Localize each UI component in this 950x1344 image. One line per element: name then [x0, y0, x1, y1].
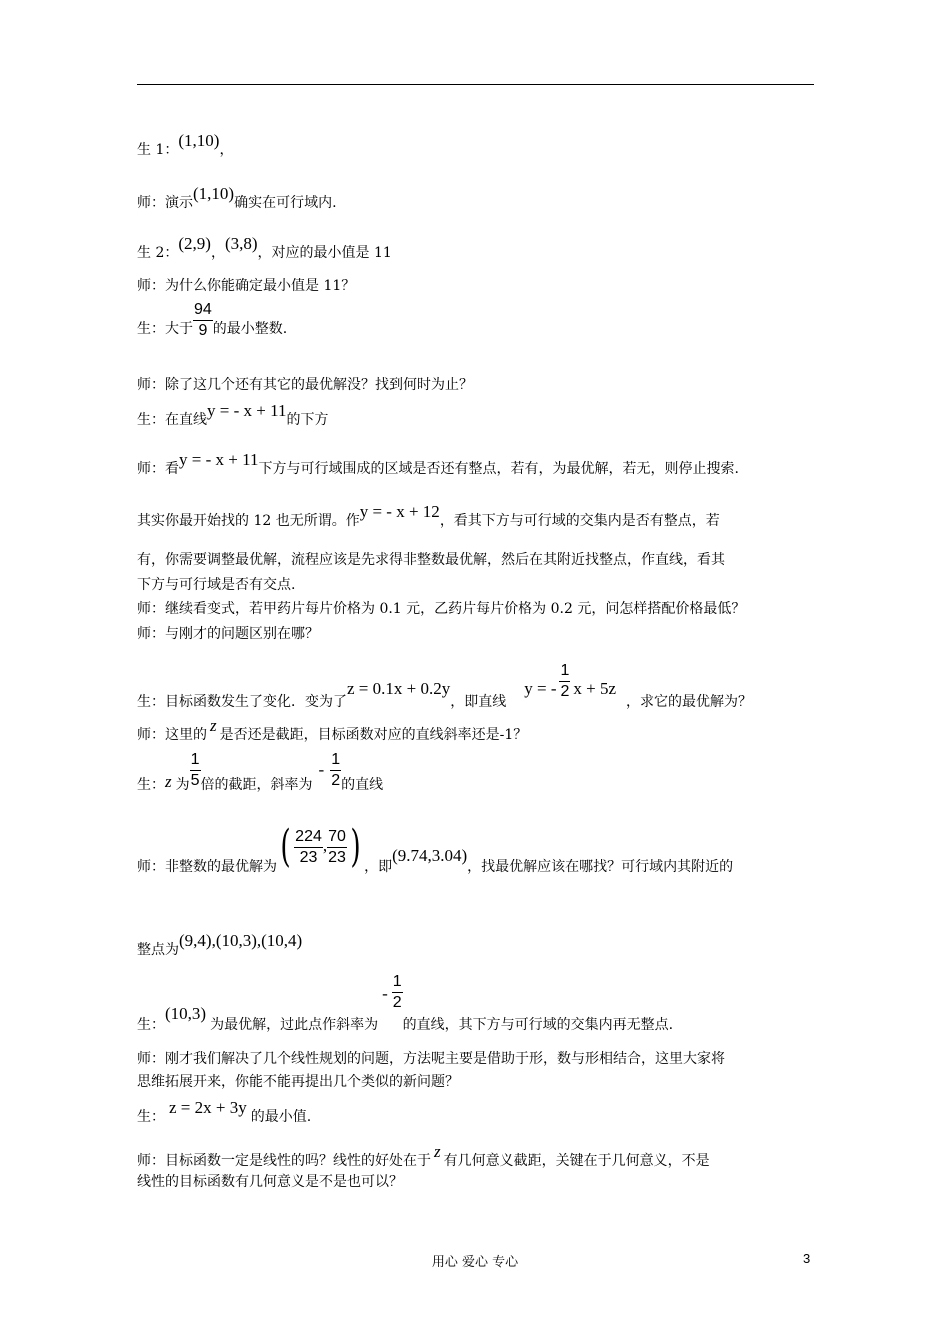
text-line: 师：这里的 z 是否还是截距，目标函数对应的直线斜率还是-1？	[137, 716, 528, 743]
math-points: (9,4),(10,3),(10,4)	[179, 931, 303, 950]
fraction: $\frac{94}{9}$	[194, 301, 212, 339]
math-variable: z	[165, 771, 172, 791]
text-line: 生 1：(1,10)，	[137, 131, 234, 158]
fraction: $\frac{1}{5}$	[190, 751, 200, 789]
text-line: 师：刚才我们解决了几个线性规划的问题，方法呢主要是借助于形，数与形相结合，这里大家将	[137, 1051, 725, 1067]
header-rule	[137, 84, 814, 85]
footer-text: 用心 爱心 专心	[431, 1255, 519, 1270]
fraction: $\frac{1}{2}$	[560, 662, 570, 700]
math-equation: z = 2x + 3y	[169, 1098, 247, 1117]
text-line: 有，你需要调整最优解，流程应该是先求得非整数最优解，然后在其附近找整点，作直线，看其	[137, 552, 725, 568]
math-variable: z	[434, 1142, 441, 1161]
fraction: $\frac{1}{2}$	[392, 973, 402, 1011]
math-equation: y = - x + 12	[359, 502, 440, 521]
text-line: 师：为什么你能确定最小值是 11？	[137, 278, 356, 294]
text-line: 线性的目标函数有几何意义是不是也可以？	[137, 1174, 403, 1190]
text-line: 其实你最开始找的 12 也无所谓。作y = - x + 12，看其下方与可行域的交集内是否有整点，若	[137, 502, 720, 529]
text-line: 师：演示(1,10)确实在可行域内.	[137, 184, 337, 211]
math-point: (9.74,3.04)	[392, 846, 468, 865]
text-line: 生：大于 $\frac{94}{9}$ 的最小整数.	[137, 301, 288, 339]
math-point: (1,10)	[193, 184, 235, 203]
text-line: 思维拓展开来，你能不能再提出几个类似的新问题？	[137, 1074, 459, 1090]
text-line: 生：在直线y = - x + 11的下方	[137, 401, 329, 428]
text-line: 师：目标函数一定是线性的吗？线性的好处在于 z 有几何意义截距，关键在于几何意义，不是	[137, 1142, 710, 1169]
text-line: 师：看y = - x + 11下方与可行域围成的区域是否还有整点，若有，为最优解，若无，则停止搜索.	[137, 450, 739, 477]
text-line: 生： z = 2x + 3y 的最小值.	[137, 1098, 312, 1125]
fraction: $\frac{70}{23}$	[328, 827, 346, 866]
text-line: 下方与可行域是否有交点.	[137, 577, 296, 593]
math-point: (3,8)	[224, 234, 258, 253]
text-line: 生：(10,3)为最优解，过此点作斜率为- $\frac{1}{2}$ 的直线，其下方与可行域的交集内再无整点.	[137, 973, 674, 1033]
fraction: $\frac{224}{23}$	[295, 827, 322, 866]
math-equation: y = - x + 11	[179, 450, 259, 469]
text-line: 生：目标函数发生了变化．变为了z = 0.1x + 0.2y，即直线y = - $\frac{1}{2}$ x + 5z，求它的最优解为？	[137, 662, 753, 710]
math-equation: z = 0.1x + 0.2y	[347, 678, 451, 698]
text-line: 师：与刚才的问题区别在哪？	[137, 626, 319, 642]
math-point: (1,10)	[178, 131, 220, 150]
math-variable: z	[210, 716, 217, 735]
text-line: 生：z 为 $\frac{1}{5}$ 倍的截距，斜率为- $\frac{1}{2}$ 的直线	[137, 751, 384, 793]
fraction: $\frac{1}{2}$	[331, 751, 341, 789]
text-line: 生 2：(2,9)，(3,8)，对应的最小值是 11	[137, 234, 392, 261]
math-point: (2,9)	[178, 234, 211, 253]
text-line: 师：非整数的最优解为( $\frac{224}{23}$ , $\frac{70}{23}$ ) ，即(9.74,3.04)，找最优解应该在哪找？可行域内其附近的	[137, 821, 734, 875]
math-point: (10,3)	[165, 1003, 207, 1023]
text-line: 师：继续看变式，若甲药片每片价格为 0.1 元，乙药片每片价格为 0.2 元，问怎样搭配价格最低？	[137, 601, 746, 617]
page-number: 3	[803, 1251, 811, 1266]
text-line: 师：除了这几个还有其它的最优解没？找到何时为止？	[137, 377, 473, 393]
math-equation: y = - x + 11	[207, 401, 287, 420]
text-line: 整点为(9,4),(10,3),(10,4)	[137, 931, 303, 958]
